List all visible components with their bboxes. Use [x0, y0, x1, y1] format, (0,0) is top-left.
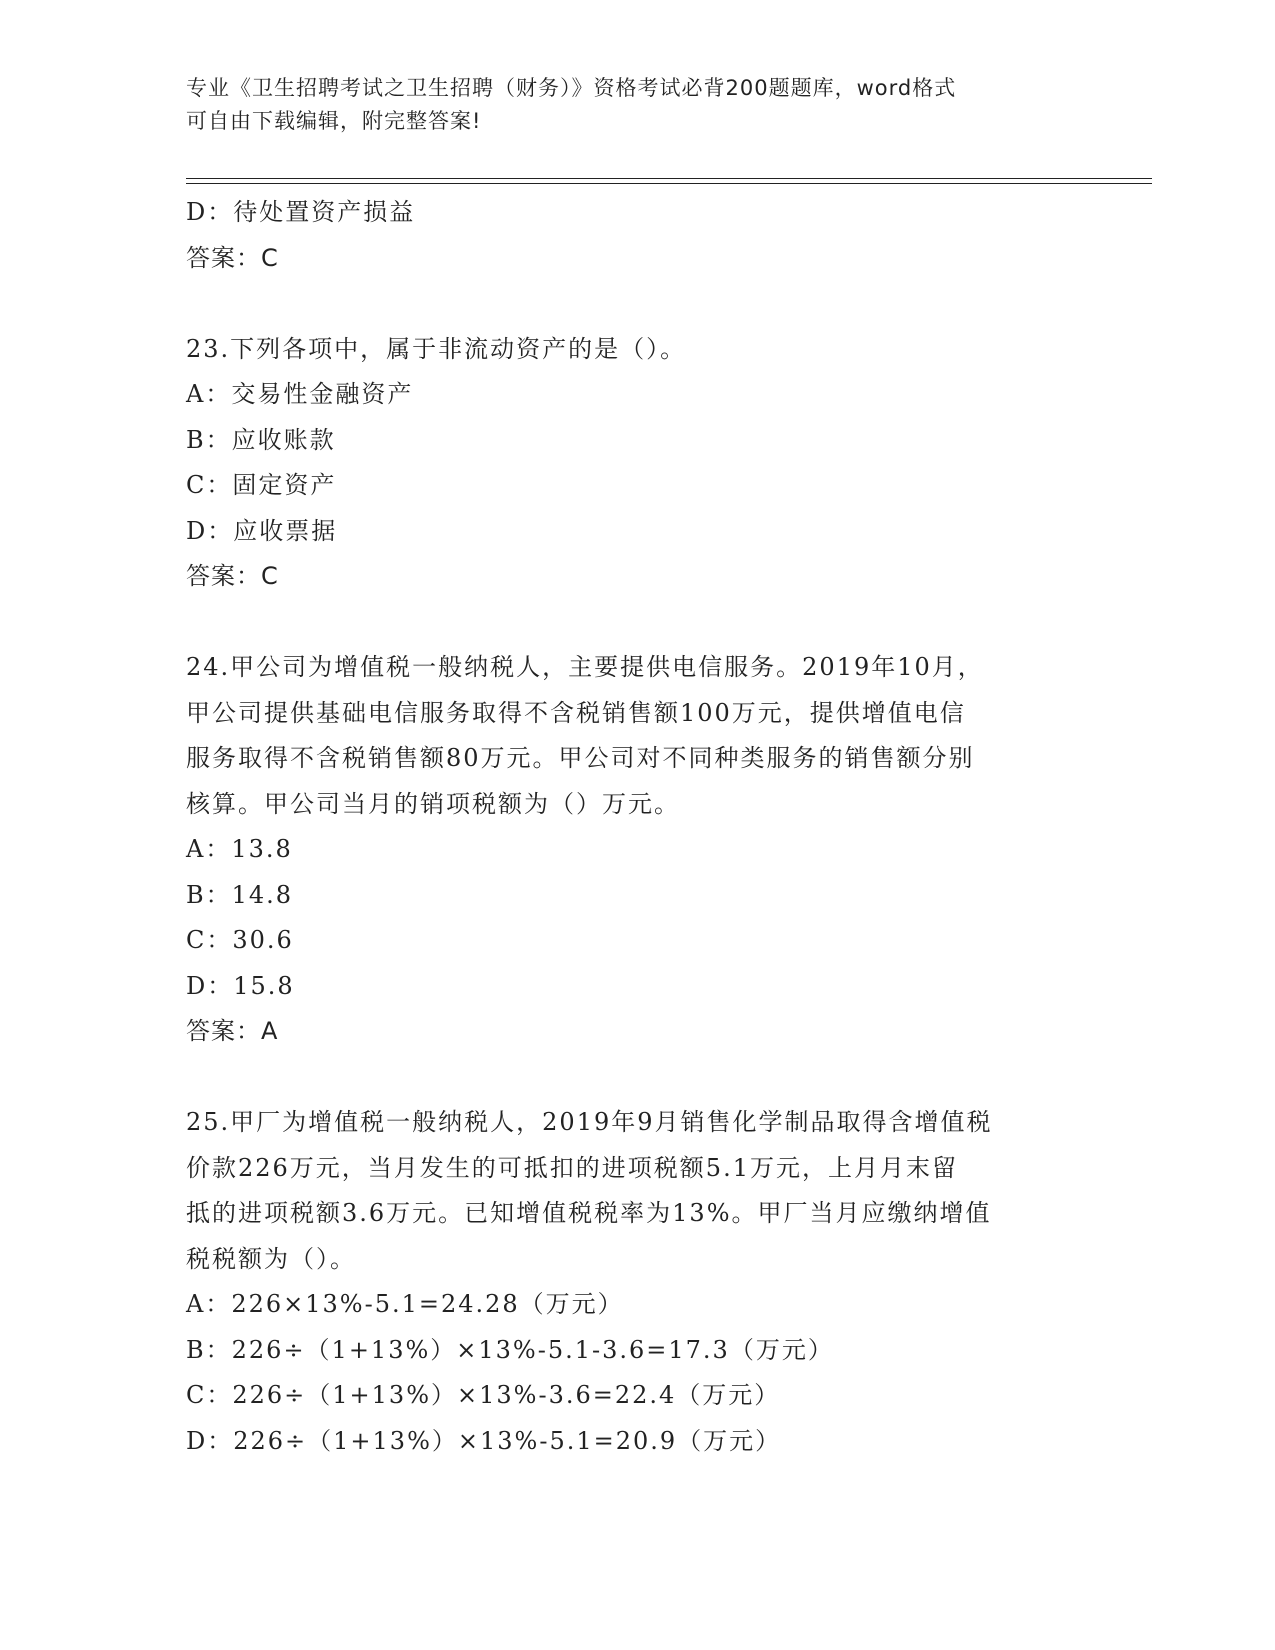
- spacer: [186, 1055, 1086, 1101]
- option-b: B：应收账款: [186, 425, 336, 454]
- option-a: A：226×13%-5.1=24.28（万元）: [186, 1290, 624, 1318]
- header-line-2: 可自由下载编辑，附完整答案!: [186, 109, 482, 133]
- question-text-line: 税税额为（）。: [186, 1244, 356, 1273]
- header-line-1: 专业《卫生招聘考试之卫生招聘（财务）》资格考试必背200题题库，word格式: [186, 76, 957, 100]
- question-text-line: 23.下列各项中，属于非流动资产的是（）。: [186, 334, 687, 363]
- prev-option-d: D：待处置资产损益: [186, 198, 416, 226]
- question-text-line: 价款226万元，当月发生的可抵扣的进项税额5.1万元，上月月末留: [186, 1153, 958, 1182]
- header-rule-top: [186, 178, 1152, 179]
- option-c: C：226÷（1+13%）×13%-3.6=22.4（万元）: [186, 1381, 781, 1409]
- option-d: D：应收票据: [186, 516, 338, 545]
- question-24: [186, 645, 1086, 1055]
- option-a: A：交易性金融资产: [186, 380, 414, 408]
- option-d: D：15.8: [186, 971, 295, 1000]
- prev-answer: 答案：C: [186, 243, 279, 272]
- question-25: [186, 1100, 1086, 1464]
- spacer: [186, 600, 1086, 646]
- question-text-line: 24.甲公司为增值税一般纳税人，主要提供电信服务。2019年10月，: [186, 653, 984, 681]
- question-text-line: 核算。甲公司当月的销项税额为（）万元。: [186, 789, 680, 818]
- question-text-line: 25.甲厂为增值税一般纳税人，2019年9月销售化学制品取得含增值税: [186, 1108, 993, 1136]
- answer: 答案：A: [186, 1017, 279, 1045]
- spacer: [186, 281, 1086, 327]
- question-text-line: 甲公司提供基础电信服务取得不含税销售额100万元，提供增值电信: [186, 698, 966, 727]
- document-body: [186, 190, 1086, 1464]
- option-b: B：14.8: [186, 880, 294, 909]
- document-header: [186, 72, 1086, 138]
- question-23: [186, 327, 1086, 600]
- question-text-line: 服务取得不含税销售额80万元。甲公司对不同种类服务的销售额分别: [186, 744, 975, 772]
- answer: 答案：C: [186, 562, 279, 590]
- option-c: C：固定资产: [186, 471, 337, 499]
- option-c: C：30.6: [186, 926, 294, 954]
- header-rule-bottom: [186, 183, 1152, 184]
- question-text-line: 抵的进项税额3.6万元。已知增值税税率为13%。甲厂当月应缴纳增值: [186, 1199, 992, 1227]
- option-a: A：13.8: [186, 835, 293, 863]
- option-b: B：226÷（1+13%）×13%-5.1-3.6=17.3（万元）: [186, 1335, 834, 1364]
- option-d: D：226÷（1+13%）×13%-5.1=20.9（万元）: [186, 1426, 782, 1455]
